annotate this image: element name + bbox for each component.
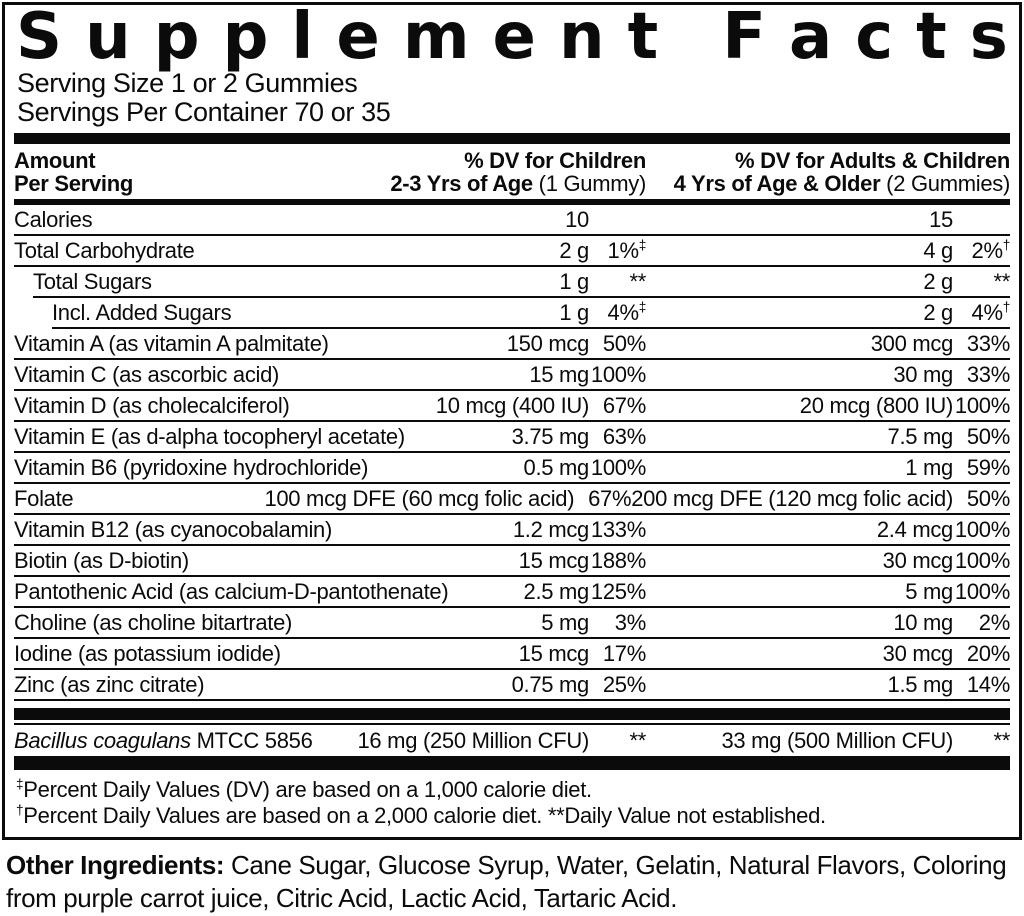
adult-dv: 2% [978,610,1010,635]
nutrient-name: Vitamin A (as vitamin A palmitate) [14,331,329,356]
nutrient-name: Total Carbohydrate [14,238,195,263]
nutrient-name: Total Sugars [33,269,152,294]
nutrient-table [14,205,1010,701]
adult-amount: 1.5 mg [887,672,953,697]
child-dv: 100% [590,455,646,480]
child-amount: 1 g [559,300,589,325]
child-amount: 2 g [559,238,589,263]
adult-amount: 30 mcg [882,641,953,666]
column-header-row [14,144,1010,199]
footnote-2000-calorie: †Percent Daily Values are based on a 2,000 calorie diet. **Daily Value not established. [16,802,826,828]
nutrient-row [14,422,1010,453]
nutrient-row [14,236,1010,267]
nutrient-row [14,453,1010,484]
child-amount: 15 mg [529,362,589,387]
nutrient-row [14,515,1010,546]
adult-dv: 2%† [971,237,1010,263]
nutrient-name: Iodine (as potassium iodide) [14,641,281,666]
child-dv: 133% [590,517,646,542]
adult-dv: 20% [966,641,1010,666]
child-dv: 4%‡ [607,299,646,325]
other-ingredients-text: Cane Sugar, Glucose Syrup, Water, Gelatin, Natural Flavors, Coloring from purple carrot juice, Citric Acid, Lactic Acid, Tartaric Acid. [6,850,1007,913]
child-dv: 63% [602,424,646,449]
nutrient-name: Vitamin B12 (as cyanocobalamin) [14,517,333,542]
adult-amount: 2 g [923,269,953,294]
probiotic-child-amount: 16 mg (250 Million CFU) [357,728,589,753]
adults-dv-header [646,149,1010,195]
nutrient-row [52,298,1010,329]
amount-header-line2: Per Serving [14,171,133,196]
children-header-line1: % DV for Children [464,148,646,173]
servings-per-container-line: Servings Per Container 70 or 35 [17,97,391,127]
child-dv [589,205,646,234]
child-dv: ** [629,269,646,294]
nutrient-name: Choline (as choline bitartrate) [14,610,293,635]
child-dv: 188% [590,548,646,573]
probiotic-adult-amount: 33 mg (500 Million CFU) [721,728,953,753]
child-dv: 1%‡ [607,237,646,263]
nutrient-name: Calories [14,207,93,232]
child-amount: 150 mcg [506,331,589,356]
probiotic-name: Bacillus coagulans MTCC 5856 [14,728,313,753]
adult-amount: 7.5 mg [887,424,953,449]
adult-amount: 30 mcg [882,548,953,573]
child-amount: 0.5 mg [523,455,589,480]
child-amount: 1 g [559,269,589,294]
nutrient-name: Vitamin C (as ascorbic acid) [14,362,280,387]
thick-divider-probiotic-top [14,708,1010,720]
nutrient-name: Zinc (as zinc citrate) [14,672,205,697]
probiotic-adult-dv: ** [993,728,1010,753]
adult-dv: 4%† [971,299,1010,325]
panel-title: S u p p l e m e n t F a c t s [16,0,1008,74]
nutrient-name: Vitamin E (as d-alpha tocopheryl acetate) [14,424,405,449]
adult-dv: 33% [966,331,1010,356]
nutrient-name: Vitamin D (as cholecalciferol) [14,393,290,418]
child-amount: 100 mcg DFE (60 mcg folic acid) [264,486,575,511]
amount-per-serving-header [14,149,133,195]
adult-amount: 2 g [923,300,953,325]
adults-header-line1: % DV for Adults & Children [735,148,1010,173]
nutrient-row [14,360,1010,391]
adults-header-line2-bold: 4 Yrs of Age & Older [673,171,881,196]
adult-dv: 100% [954,548,1010,573]
probiotic-child-dv: ** [629,728,646,753]
children-header-line2-bold: 2-3 Yrs of Age [390,171,533,196]
nutrient-name: Biotin (as D-biotin) [14,548,189,573]
nutrient-row [14,577,1010,608]
adult-dv [953,205,1010,234]
adult-amount: 2.4 mcg [876,517,953,542]
child-dv: 67% [588,486,632,511]
child-dv: 17% [602,641,646,666]
other-ingredients-label: Other Ingredients: [6,850,225,880]
thick-divider-probiotic-bottom [14,756,1010,770]
footnotes [14,770,1010,833]
nutrient-name: Pantothenic Acid (as calcium-D-pantothenate) [14,579,449,604]
adult-dv: 33% [966,362,1010,387]
adult-dv: 100% [954,579,1010,604]
adult-dv: 59% [966,455,1010,480]
adult-amount: 20 mcg (800 IU) [799,393,953,418]
adult-dv: 50% [966,424,1010,449]
nutrient-name: Vitamin B6 (pyridoxine hydrochloride) [14,455,369,480]
child-amount: 2.5 mg [523,579,589,604]
child-amount: 15 mcg [518,548,589,573]
adult-amount: 10 mg [893,610,953,635]
child-amount: 15 mcg [518,641,589,666]
children-header-line2-reg: (1 Gummy) [532,171,646,196]
adult-amount: 200 mcg DFE (120 mcg folic acid) [631,486,953,511]
adult-amount: 300 mcg [870,331,953,356]
child-amount: 1.2 mcg [512,517,589,542]
probiotic-row [14,723,1010,756]
adult-dv: 14% [966,672,1010,697]
child-amount: 10 mcg (400 IU) [435,393,589,418]
nutrient-row [14,391,1010,422]
adult-amount: 1 mg [905,455,953,480]
nutrient-row [14,639,1010,670]
nutrient-row [14,670,1010,701]
thick-divider-top [14,133,1010,144]
supplement-facts-panel [2,2,1022,840]
adult-amount: 15 [929,207,953,232]
child-dv: 125% [590,579,646,604]
child-dv: 25% [602,672,646,697]
nutrient-row [14,329,1010,360]
nutrient-row [33,267,1010,298]
nutrient-row [14,546,1010,577]
amount-header-line1: Amount [14,148,96,173]
child-amount: 5 mg [541,610,589,635]
adult-amount: 4 g [923,238,953,263]
child-amount: 10 [565,207,589,232]
child-dv: 3% [614,610,646,635]
adult-amount: 5 mg [905,579,953,604]
adult-dv: 100% [954,393,1010,418]
footnote-1000-calorie: ‡Percent Daily Values (DV) are based on a 1,000 calorie diet. [16,776,592,802]
children-dv-header [133,149,646,195]
child-dv: 67% [602,393,646,418]
adult-dv: 100% [954,517,1010,542]
nutrient-row [14,484,1010,515]
nutrient-name: Folate [14,486,74,511]
child-amount: 0.75 mg [511,672,589,697]
nutrient-row [14,608,1010,639]
adult-dv: 50% [966,486,1010,511]
nutrient-name: Incl. Added Sugars [52,300,232,325]
other-ingredients [6,849,1020,915]
child-amount: 3.75 mg [511,424,589,449]
adult-amount: 30 mg [893,362,953,387]
child-dv: 100% [590,362,646,387]
child-dv: 50% [602,331,646,356]
adults-header-line2-reg: (2 Gummies) [880,171,1010,196]
adult-dv: ** [993,269,1010,294]
serving-size-line: Serving Size 1 or 2 Gummies [17,68,358,98]
nutrient-row [14,205,1010,236]
